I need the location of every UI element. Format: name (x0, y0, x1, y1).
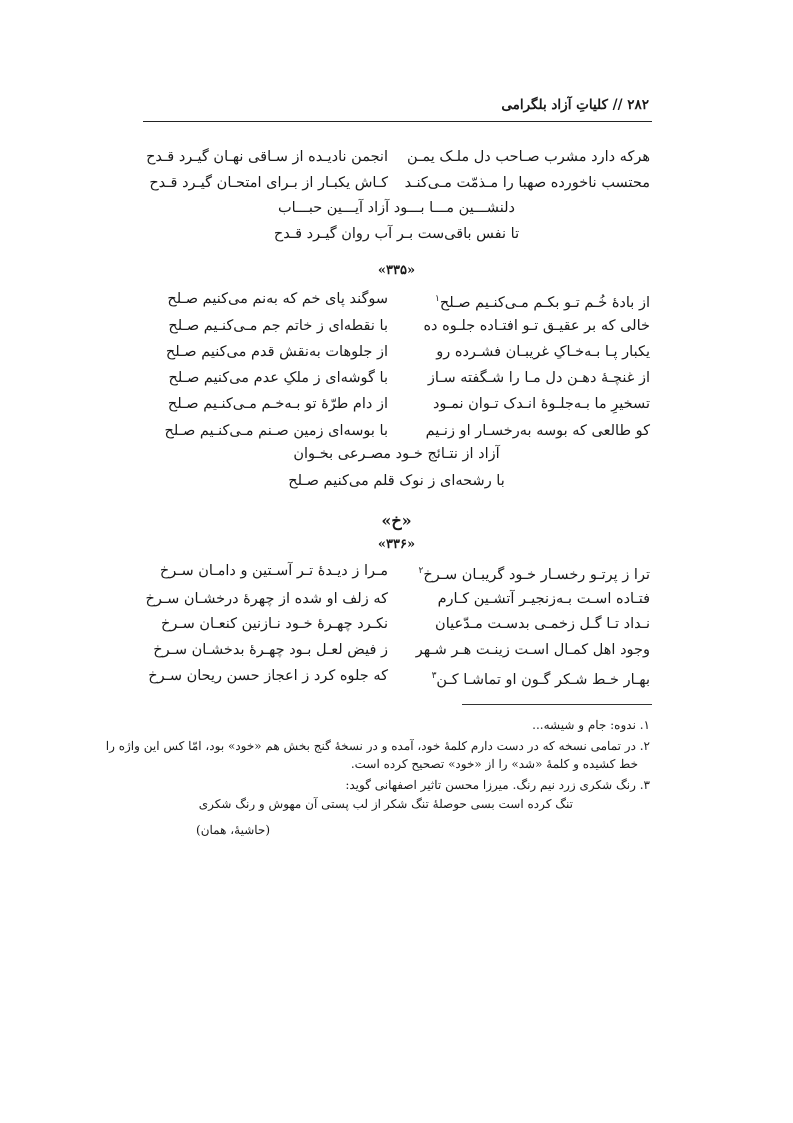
header-rule (143, 121, 652, 122)
verse-text: از بادۀ خُـم تـو بکـم مـی‌کنـیم صـلح (439, 294, 650, 311)
hemistich-first: کو طالعی که بوسه به‌رخسـار او زنـیم (425, 423, 650, 439)
footnote-marker: ۳ (431, 671, 437, 681)
hemistich-second: سوگند پای خم که به‌نم می‌کنیم صـلح (167, 291, 388, 307)
hemistich-first: هرکه دارد مشرب صـاحب دل ملـک یمـن (407, 149, 650, 165)
hemistich-second: از دام طرّۀ تو بـه‌خـم مـی‌کنـیم صـلح (167, 396, 388, 412)
footnote-2: ۲. در تمامی نسخه که در دست دارم کلمۀ خود، آمده و در نسخۀ گنج بخش هم «خود» بود، امّا کس این واژه را (105, 739, 650, 753)
closing-line: با رشحه‌ای ز نوک قلم می‌کنیم صـلح (288, 473, 505, 489)
hemistich-second: با بوسه‌ای زمین صـنم مـی‌کنـیم صـلح (164, 423, 388, 439)
hemistich-second: که جلوه کرد ز اعجاز حسن ریحان سـرخ (148, 668, 388, 684)
closing-line: دلنشـــین مـــا بـــود آزاد آیـــین حبـــاب (278, 200, 515, 216)
footnote-source: (حاشیۀ، همان) (196, 823, 270, 837)
hemistich-first: تسخیرِ ما بـه‌جلـوۀ انـدک تـوان نمـود (432, 396, 650, 412)
page-number: ۲۸۲ (627, 97, 649, 113)
footnote-verse-second: از لب پستی آن مهوش و رنگ شکری (198, 797, 381, 811)
hemistich-first (435, 289, 650, 313)
verse-text: ترا ز پرتـو رخسـار خـود گریبـان سـرخ (423, 566, 650, 583)
hemistich-first: محتسب ناخورده صهبا را مـذمّت مـی‌کنـد (404, 175, 650, 191)
hemistich-second: مـرا ز دیـدۀ تـر آسـتین و دامـان سـرخ (159, 563, 388, 579)
footnote-verse-first: تنگ کرده است بسی حوصلۀ تنگ شکر (384, 797, 573, 811)
hemistich-first (432, 666, 650, 690)
hemistich-second: با نقطه‌ای ز خاتم جم مـی‌کنـیم صـلح (168, 318, 388, 334)
hemistich-second: نکـرد چهـرۀ خـود نـازنین کنعـان سـرخ (161, 616, 388, 632)
hemistich-first: از غنچـۀ دهـن دل مـا را شـگفته سـاز (427, 370, 650, 386)
hemistich-second: کـاش یکبـار از بـرای امتحـان گیـرد قـدح (149, 175, 388, 191)
hemistich-second: که زلف او شده از چهرۀ درخشـان سـرخ (145, 591, 388, 607)
running-header (501, 97, 649, 113)
hemistich-first: فتـاده اسـت بـه‌زنجیـر آتشـین کـارم (437, 591, 650, 607)
footnote-3: ۳. رنگ شکری زرد نیم رنگ. میرزا محسن تاثیر اصفهانی گوید: (345, 778, 650, 792)
hemistich-first: وجود اهل کمـال اسـت زینـت هـر شـهر (415, 642, 650, 658)
footnote-marker: ۱ (435, 294, 440, 304)
hemistich-first: خالی که بر عقیـق تـو افتـاده جلـوه ده (423, 318, 650, 334)
verse-text: بهـار خـط شـکر گـون او تماشـا کـن (436, 671, 650, 688)
hemistich-first: نـداد تـا گـل زخمـی بدسـت مـدّعیان (435, 616, 650, 632)
footnote-1: ۱. ندوه: جام و شیشه... (532, 718, 650, 732)
book-title: کلیاتِ آزاد بلگرامی (501, 97, 608, 113)
hemistich-second: ز فیض لعـل بـود چهـرۀ بدخشـان سـرخ (153, 642, 388, 658)
closing-line: آزاد از نتـائج خـود مصـرعی بخـوان (293, 446, 500, 462)
poem-number-heading: «۳۳۶» (377, 537, 416, 552)
footnote-2-continuation: خط کشیده و کلمۀ «شد» را از «خود» تصحیح کرده است. (350, 757, 638, 771)
closing-line: تا نفس باقی‌ست بـر آب روان گیـرد قـدح (273, 226, 520, 242)
hemistich-first (419, 561, 651, 585)
header-separator: // (612, 97, 623, 113)
footnote-rule (462, 704, 652, 705)
hemistich-second: از جلوهات به‌نقش قدم می‌کنیم صـلح (165, 344, 388, 360)
hemistich-second: با گوشه‌ای ز ملکِ عدم می‌کنیم صـلح (168, 370, 388, 386)
footnote-marker: ۲ (418, 566, 424, 576)
hemistich-second: انجمن نادیـده از سـاقی نهـان گیـرد قـدح (146, 149, 388, 165)
section-letter-heading: «خ» (381, 511, 412, 530)
poem-number-heading: «۳۳۵» (377, 263, 416, 278)
hemistich-first: یکبار پـا بـه‌خـاکِ غریبـان فشـرده رو (436, 344, 650, 360)
